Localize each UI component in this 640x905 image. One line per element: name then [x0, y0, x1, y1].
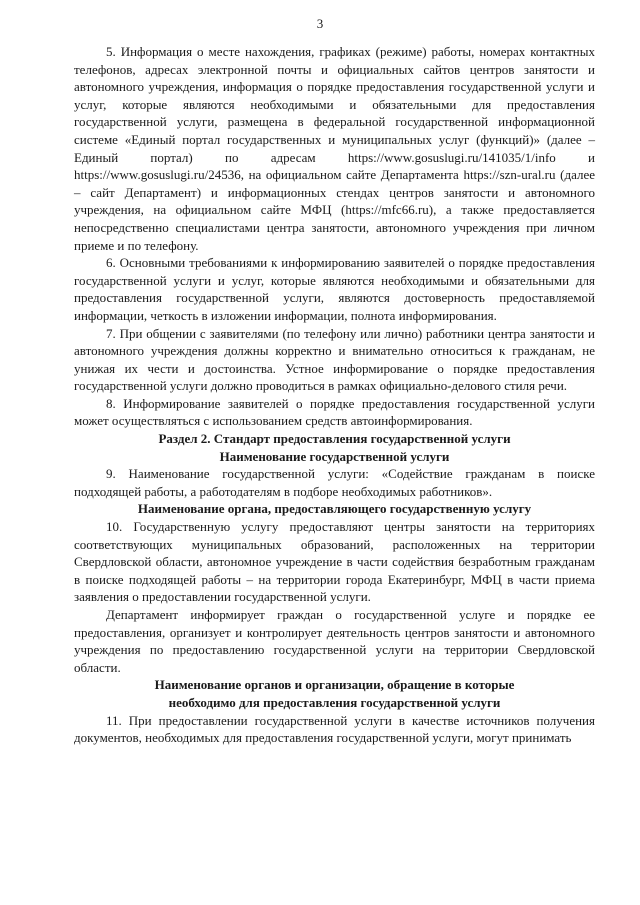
section-2-heading: Раздел 2. Стандарт предоставления государственной услуги [158, 431, 511, 447]
organ-heading: Наименование органа, предоставляющего государственную услугу [137, 501, 532, 517]
organs-heading-line-1: Наименование органов и организации, обращение в которые [154, 677, 515, 693]
paragraph-11: 11. При предоставлении государственной услуги в качестве источников получения документов, необходимых для предоставления государственной услуги, могут принимать [74, 712, 595, 746]
page-number: 3 [316, 16, 324, 31]
paragraph-9: 9. Наименование государственной услуги: «Содействие гражданам в поиске подходящей работы, а работодателям в подборе необходимых работников». [74, 466, 595, 499]
paragraph-department: Департамент информирует граждан о государственной услуге и порядке ее предоставления, организует и контролирует деятельность центров занятости и автономного учреждения по предоставлению государственной услуги на территории Свердловской области. [74, 607, 595, 675]
paragraph-6: 6. Основными требованиями к информированию заявителей о порядке предоставления государственной услуги и услуг, которые являются необходимыми и обязательными для предоставления государственной услуги, являются достоверность предоставляемой информации, четкость в изложении информации, полнота информирования. [74, 255, 595, 323]
paragraph-7: 7. При общении с заявителями (по телефону или лично) работники центра занятости и автономного учреждения должны корректно и внимательно относиться к гражданам, не унижая их чести и достоинства. Устное информирование о порядке предоставления государственной услуги должно проводиться в рамках официально-делового стиля речи. [74, 325, 595, 394]
document-body [74, 43, 595, 747]
service-name-heading: Наименование государственной услуги [219, 448, 450, 464]
organs-organizations-heading [74, 676, 595, 711]
paragraph-8: 8. Информирование заявителей о порядке предоставления государственной услуги может осуществляться с использованием средств автоинформирования. [74, 395, 595, 429]
organs-heading-line-2: необходимо для предоставления государственной услуги [168, 694, 501, 710]
paragraph-5: 5. Информация о месте нахождения, графиках (режиме) работы, номерах контактных телефонов, адресах электронной почты и официальных сайтов центров занятости и автономного учреждения, информация о порядке предоставления государственной услуги и услуг, которые являются необходимыми и обязательными для предоставления государственной услуги, размещена в федеральной государственной информационной системе «Единый портал государственных и муниципальных услуг (функций)» (далее – Единый портал) по адресам https://www.gosuslugi.ru/141035/1/info и https://www.gosuslugi.ru/24536, на официальном сайте Департамента https://szn-ural.ru (далее – сайт Департамент) и информационных стендах центров занятости и автономного учреждения, на официальном сайте МФЦ (https://mfc66.ru), а также предоставляется непосредственно специалистами центра занятости, автономного учреждения при личном приеме и по телефону. [74, 44, 595, 253]
paragraph-10: 10. Государственную услугу предоставляют центры занятости на территориях соответствующих муниципальных образований, расположенных на территории Свердловской области, автономное учреждение в части содействия безработным гражданам в поиске подходящей работы – на территории города Екатеринбург, МФЦ в части приема заявления о предоставлении государственной услуги. [74, 519, 595, 605]
